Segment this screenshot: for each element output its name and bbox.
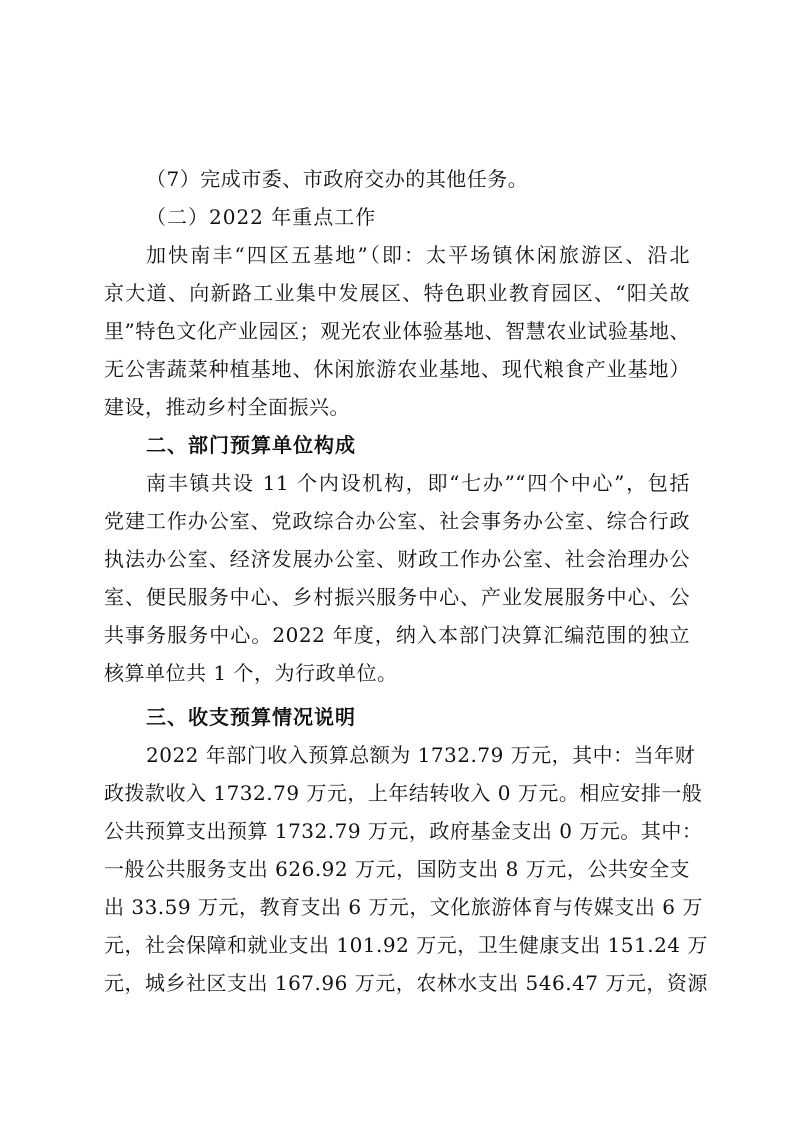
paragraph-line: 京大道、向新路工业集中发展区、特色职业教育园区、“阳关故	[104, 281, 690, 305]
section-heading-budget-units: 二、部门预算单位构成	[146, 433, 356, 457]
paragraph-line: 加快南丰“四区五基地”（即：太平场镇休闲旅游区、沿北	[146, 243, 690, 267]
paragraph-line: 政拨款收入 1732.79 万元，上年结转收入 0 万元。相应安排一般	[104, 781, 703, 805]
section-revenue-expenditure	[104, 698, 708, 1002]
paragraph-line: 公共预算支出预算 1732.79 万元，政府基金支出 0 万元。其中：	[104, 819, 703, 843]
sub-heading-2022-key-work: （二）2022 年重点工作	[146, 205, 377, 229]
paragraph-line: 室、便民服务中心、乡村振兴服务中心、产业发展服务中心、公	[104, 585, 690, 609]
paragraph-line: 出 33.59 万元，教育支出 6 万元，文化旅游体育与传媒支出 6 万	[104, 895, 703, 919]
section-heading-revenue-expenditure: 三、收支预算情况说明	[146, 705, 356, 729]
paragraph-line: 一般公共服务支出 626.92 万元，国防支出 8 万元，公共安全支	[104, 857, 690, 881]
paragraph-line: 执法办公室、经济发展办公室、财政工作办公室、社会治理办公	[104, 547, 690, 571]
section-key-work	[104, 160, 690, 426]
paragraph-line: 南丰镇共设 11 个内设机构，即“七办”“四个中心”，包括	[146, 471, 690, 495]
section-budget-units	[104, 426, 690, 692]
paragraph-line: 共事务服务中心。2022 年度，纳入本部门决算汇编范围的独立	[104, 623, 690, 647]
paragraph-line: 无公害蔬菜种植基地、休闲旅游农业基地、现代粮食产业基地）	[104, 357, 690, 381]
paragraph-line: 建设，推动乡村全面振兴。	[104, 395, 350, 419]
paragraph-line: 2022 年部门收入预算总额为 1732.79 万元，其中：当年财	[146, 743, 696, 767]
list-item-7: （7）完成市委、市政府交办的其他任务。	[146, 167, 529, 191]
paragraph-line: 元，社会保障和就业支出 101.92 万元，卫生健康支出 151.24 万	[104, 933, 708, 957]
paragraph-line: 里”特色文化产业园区；观光农业体验基地、智慧农业试验基地、	[104, 319, 690, 343]
paragraph-line: 元，城乡社区支出 167.96 万元，农林水支出 546.47 万元，资源	[104, 971, 708, 995]
paragraph-line: 党建工作办公室、党政综合办公室、社会事务办公室、综合行政	[104, 509, 690, 533]
paragraph-line: 核算单位共 1 个，为行政单位。	[104, 661, 398, 685]
